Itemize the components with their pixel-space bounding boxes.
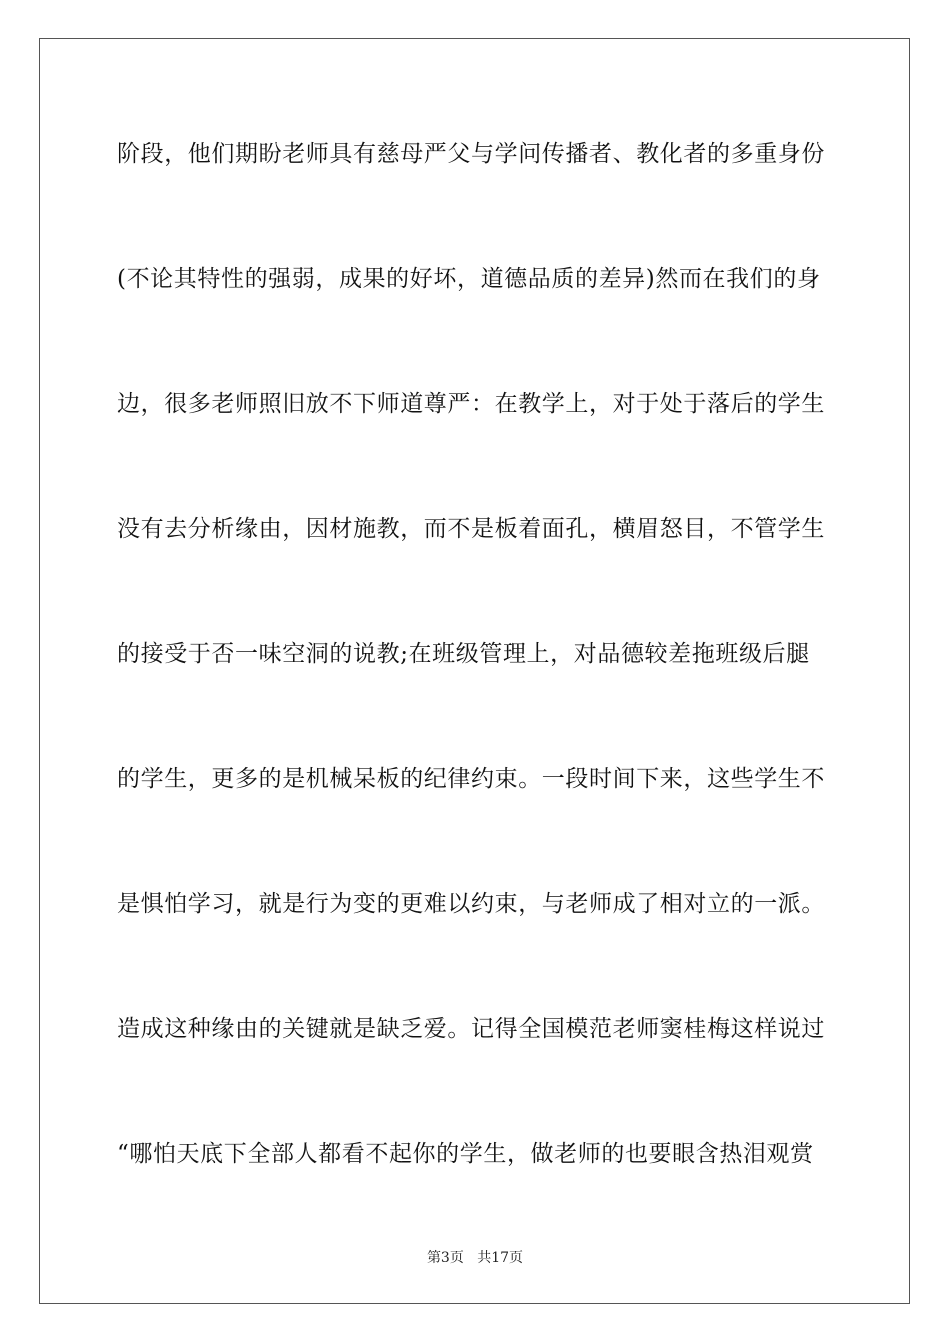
text-line: (不论其特性的强弱，成果的好坏，道德品质的差异)然而在我们的身 — [117, 266, 821, 292]
document-body — [117, 126, 833, 1251]
text-line: “哪怕天底下全部人都看不起你的学生，做老师的也要眼含热泪观赏 — [117, 1141, 814, 1167]
text-line: 没有去分析缘由，因材施教，而不是板着面孔，横眉怒目，不管学生 — [117, 516, 825, 542]
text-line: 的学生，更多的是机械呆板的纪律约束。一段时间下来，这些学生不 — [117, 766, 825, 792]
text-line: 造成这种缘由的关键就是缺乏爱。记得全国模范老师窦桂梅这样说过 — [117, 1016, 825, 1042]
page-number: 第3页 — [426, 1250, 464, 1266]
page-footer — [0, 1247, 950, 1267]
text-line: 边，很多老师照旧放不下师道尊严：在教学上，对于处于落后的学生 — [117, 391, 825, 417]
text-line: 阶段，他们期盼老师具有慈母严父与学问传播者、教化者的多重身份 — [117, 141, 825, 167]
text-line: 是惧怕学习，就是行为变的更难以约束，与老师成了相对立的一派。 — [117, 891, 825, 917]
total-pages: 共17页 — [477, 1250, 524, 1266]
text-line: 的接受于否一味空洞的说教;在班级管理上，对品德较差拖班级后腿 — [117, 641, 810, 667]
